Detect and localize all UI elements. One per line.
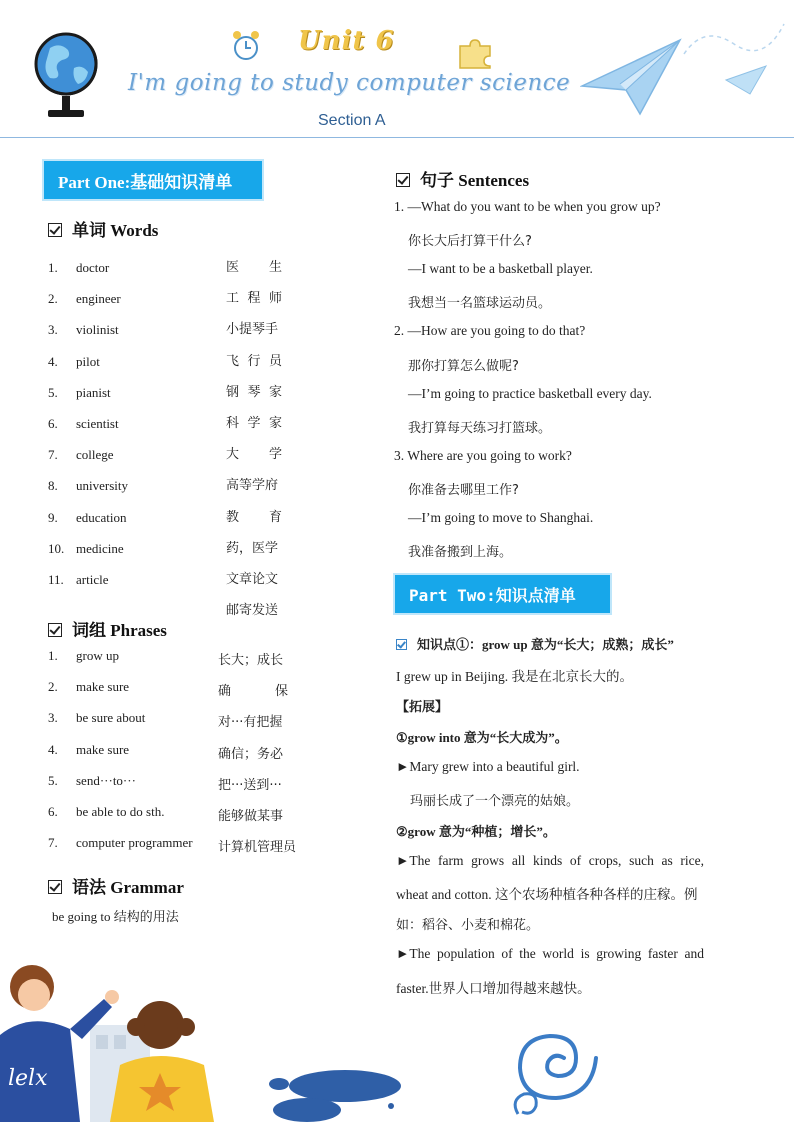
sub-point-2-example-1-line-3: 如：稻谷、小麦和棉花。 (396, 918, 540, 933)
word-english: scientist (76, 416, 119, 431)
word-number: 10. (48, 540, 65, 556)
word-english: college (76, 447, 114, 463)
phrase-number: 3. (48, 710, 58, 726)
word-chinese: 高等学府 (226, 478, 279, 494)
paper-plane-icon (580, 36, 690, 116)
knowledge-point-1: 知识点①：grow up 意为“长大；成熟；成长” (396, 634, 674, 653)
sentence-translation: 我想当一名篮球运动员。 (408, 296, 552, 312)
phrase-english: be sure about (76, 710, 146, 726)
globe-icon (30, 24, 106, 124)
phrase-chinese: 对···有把握 (218, 715, 283, 731)
grammar-text: be going to 结构的用法 (52, 909, 179, 924)
sentence-english: 2. —How are you going to do that? (394, 323, 586, 339)
part-two-banner: Part Two:知识点清单 (395, 575, 610, 613)
word-number: 6. (48, 416, 58, 431)
children-illustration (0, 965, 240, 1122)
word-english: article (76, 572, 109, 587)
phrase-chinese: 计算机管理员 (218, 840, 297, 856)
checkbox-icon (396, 639, 407, 650)
word-number: 3. (48, 322, 58, 338)
word-number: 2. (48, 291, 58, 307)
word-english: education (76, 509, 127, 525)
phrase-english: be able to do sth. (76, 804, 165, 819)
phrase-chinese: 确保 (218, 684, 288, 700)
phrases-heading: 词组 Phrases (48, 616, 167, 641)
sub-point-2: ②grow 意为“种植；增长”。 (396, 824, 556, 839)
phrase-english: computer programmer (76, 835, 193, 851)
phrase-number: 7. (48, 835, 58, 851)
checkbox-icon (48, 880, 62, 894)
checkbox-icon (48, 623, 62, 637)
word-english: pianist (76, 384, 111, 400)
phrase-english: grow up (76, 648, 119, 663)
word-number: 8. (48, 478, 58, 494)
sub-point-1: ①grow into 意为“长大成为”。 (396, 730, 568, 745)
sub-point-2-example-1-line-2: wheat and cotton. 这个农场种植各种各样的庄稼。例 (396, 887, 698, 902)
phrase-english: make sure (76, 741, 130, 757)
sentence-english: —I want to be a basketball player. (408, 261, 593, 277)
phrase-english: make sure (76, 679, 130, 695)
sentence-english: 3. Where are you going to work? (394, 447, 572, 463)
word-chinese: 小提琴手 (226, 322, 279, 338)
sentences-heading: 句子 Sentences (396, 166, 529, 191)
puzzle-icon (456, 36, 496, 70)
word-chinese: 工程师 (226, 291, 282, 307)
sentence-translation: 你长大后打算干什么? (408, 234, 532, 250)
word-number: 4. (48, 353, 58, 369)
word-chinese: 药，医学 (226, 540, 279, 556)
word-english: engineer (76, 291, 121, 307)
word-english: medicine (76, 540, 124, 556)
sentence-translation: 我准备搬到上海。 (408, 545, 513, 561)
word-chinese: 邮寄发送 (226, 603, 279, 619)
cloud-decoration (265, 1062, 415, 1122)
word-number: 1. (48, 260, 58, 275)
svg-text:lelx: lelx (8, 1066, 48, 1091)
sentence-translation: 我打算每天练习打篮球。 (408, 420, 552, 436)
phrase-english: send···to··· (76, 772, 136, 788)
sub-point-2-example-2-line-1: ►The population of the world is growing faster and (396, 946, 704, 961)
grammar-heading: 语法 Grammar (48, 873, 184, 898)
word-english: pilot (76, 353, 100, 369)
alarm-clock-icon (230, 28, 262, 64)
sub-point-1-example-cn: 玛丽长成了一个漂亮的姑娘。 (410, 794, 580, 809)
example-sentence: I grew up in Beijing. 我是在北京长大的。 (396, 669, 633, 684)
spiral-decoration (498, 1018, 610, 1122)
phrase-number: 1. (48, 648, 58, 663)
word-number: 7. (48, 447, 58, 463)
word-chinese: 大学 (226, 447, 282, 463)
checkbox-icon (396, 173, 410, 187)
sentence-english: 1. —What do you want to be when you grow up? (394, 199, 661, 214)
word-chinese: 文章论文 (226, 572, 279, 587)
expand-label: 【拓展】 (396, 699, 449, 714)
word-english: university (76, 478, 128, 494)
word-english: violinist (76, 322, 119, 338)
phrase-chinese: 把···送到··· (218, 777, 282, 793)
dashed-trail-decoration (680, 14, 790, 104)
section-label: Section A (318, 112, 386, 129)
word-chinese: 医生 (226, 260, 282, 275)
unit-title: Unit 6 (298, 26, 395, 56)
words-heading: 单词 Words (48, 216, 158, 241)
phrase-chinese: 确信；务必 (218, 746, 284, 762)
word-chinese: 教育 (226, 509, 282, 525)
header-divider (0, 137, 794, 138)
word-chinese: 钢琴家 (226, 384, 282, 400)
phrase-number: 5. (48, 772, 58, 788)
word-number: 5. (48, 384, 58, 400)
word-number: 9. (48, 509, 58, 525)
word-english: doctor (76, 260, 110, 275)
sub-point-2-example-2-line-2: faster.世界人口增加得越来越快。 (396, 981, 591, 996)
checkbox-icon (48, 223, 62, 237)
word-chinese: 飞行员 (226, 353, 282, 369)
sentence-english: —I’m going to move to Shanghai. (408, 510, 594, 525)
phrase-number: 6. (48, 804, 58, 819)
sentence-english: —I’m going to practice basketball every day. (408, 385, 652, 401)
sentence-translation: 你准备去哪里工作? (408, 482, 519, 498)
sub-point-2-example-1-line-1: ►The farm grows all kinds of crops, such as rice, (396, 853, 704, 868)
lesson-title: I'm going to study computer science (128, 70, 571, 96)
phrase-number: 2. (48, 679, 58, 695)
sub-point-1-example-en: ►Mary grew into a beautiful girl. (396, 759, 580, 774)
sentence-translation: 那你打算怎么做呢? (408, 358, 519, 374)
phrase-chinese: 长大；成长 (218, 653, 284, 668)
part-one-banner: Part One:基础知识清单 (44, 161, 262, 199)
phrase-number: 4. (48, 741, 58, 757)
word-chinese: 科学家 (226, 416, 282, 431)
phrase-chinese: 能够做某事 (218, 809, 284, 824)
word-number: 11. (48, 572, 64, 587)
